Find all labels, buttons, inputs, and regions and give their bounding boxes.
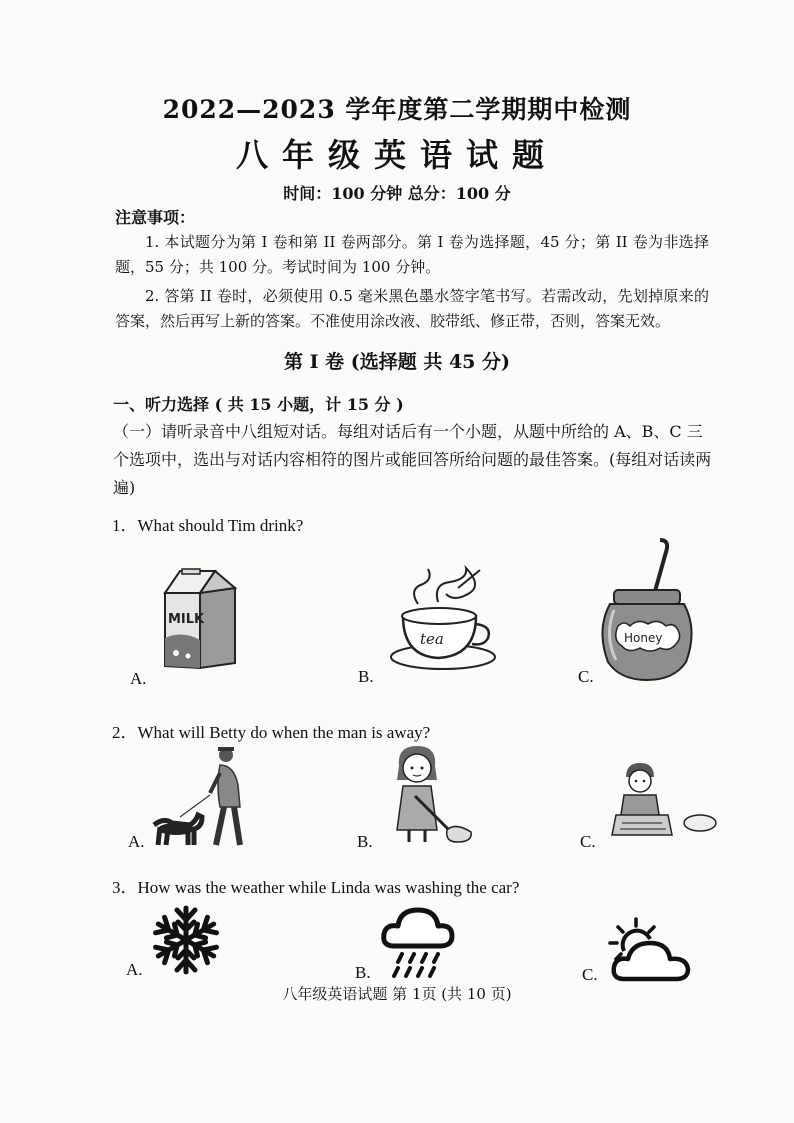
question-2: 2．What will Betty do when the man is away? [112, 723, 431, 742]
q1-option-c[interactable]: C. [578, 667, 594, 686]
note-item-1: 1. 本试题分为第 I 卷和第 II 卷两部分。第 I 卷为选择题，45 分；第 II 卷为非选择题，55 分；共 100 分。考试时间为 100 分钟。 [115, 233, 709, 276]
sweeping-girl-icon [385, 746, 475, 846]
honey-label: Honey [624, 631, 663, 645]
sun-cloud-icon [606, 917, 692, 983]
note-item-2: 2. 答第 II 卷时，必须使用 0.5 毫米黑色墨水签字笔书写。若需改动，先划掉原来的答案，然后再写上新的答案。不准使用涂改液、胶带纸、修正带，否则，答案无效。 [115, 287, 709, 330]
snowflake-icon [150, 905, 222, 975]
notes-heading: 注意事项： [115, 208, 196, 227]
walking-dog-icon [150, 745, 250, 849]
year-title: 2022—2023 学年度第二学期期中检测 [162, 95, 632, 124]
honey-jar-icon [600, 540, 694, 682]
tea-cup-icon [388, 574, 498, 672]
question-1: 1．What should Tim drink? [112, 516, 304, 535]
q1-option-a[interactable]: A. [130, 669, 147, 688]
section-title: 第 I 卷 (选择题 共 45 分) [284, 351, 510, 373]
milk-carton-icon [160, 568, 240, 670]
page-footer: 八年级英语试题 第 1页 (共 10 页) [282, 985, 512, 1003]
q1-option-b[interactable]: B. [358, 667, 374, 686]
question-3: 3．How was the weather while Linda was washing the car? [112, 878, 520, 897]
milk-label: MILK [168, 612, 205, 627]
q3-option-b[interactable]: B. [355, 963, 371, 982]
q3-option-a[interactable]: A. [126, 960, 143, 979]
q2-option-b[interactable]: B. [357, 832, 373, 851]
washing-clothes-icon [612, 765, 718, 837]
q3-option-c[interactable]: C. [582, 965, 598, 984]
q2-option-a[interactable]: A. [128, 832, 145, 851]
exam-title: 八年级英语试题 [235, 136, 558, 174]
q2-option-c[interactable]: C. [580, 832, 596, 851]
rain-cloud-icon [382, 906, 454, 978]
tea-label: tea [420, 630, 444, 648]
time-total: 时间：100 分钟 总分：100 分 [283, 184, 511, 203]
part-instructions: （一）请听录音中八组短对话。每组对话后有一个小题，从题中所给的 A、B、C 三个选项中，选出与对话内容相符的图片或能回答所给问题的最佳答案。(每组对话读两遍) [113, 422, 712, 497]
part-title: 一、听力选择 ( 共 15 小题，计 15 分 ) [113, 395, 404, 414]
